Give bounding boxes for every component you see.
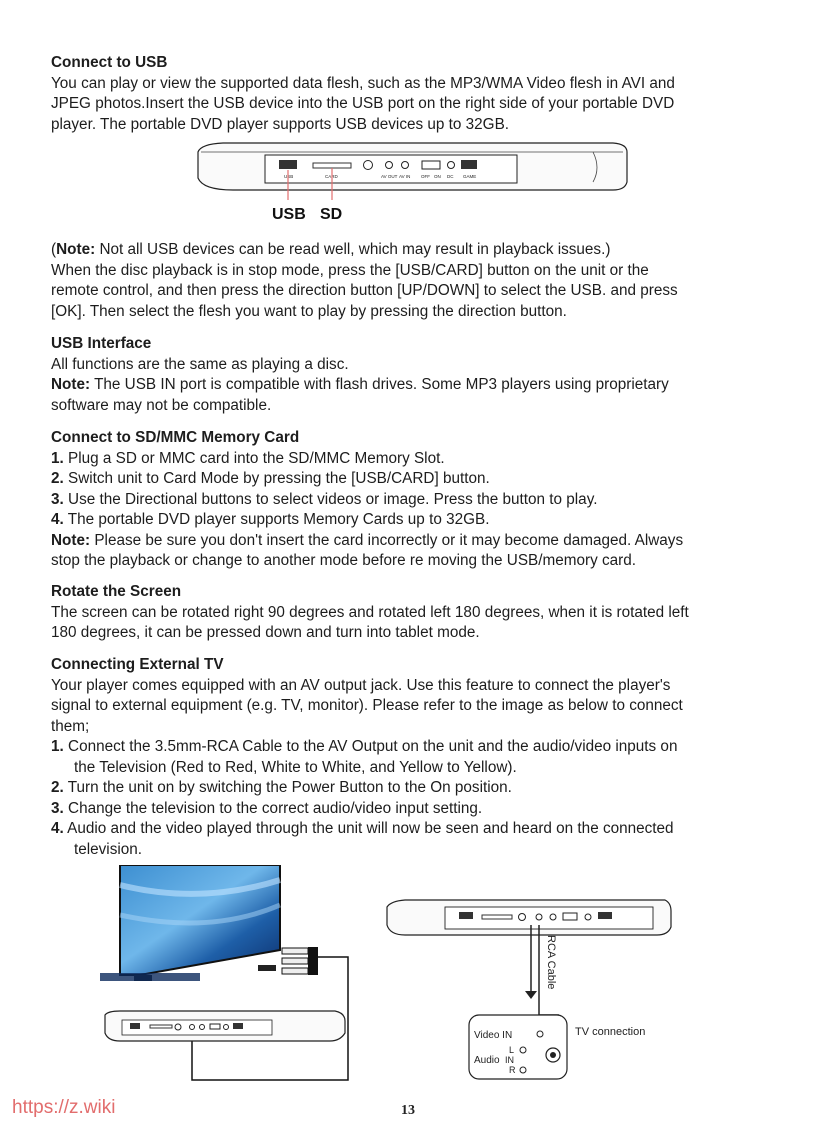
tv-item-3: 3. Change the television to the correct audio/video input setting. (51, 799, 483, 817)
audio-label: Audio (474, 1055, 500, 1066)
rca-plugs (282, 947, 318, 975)
sd-note-label: Note: (51, 531, 91, 549)
tv-line-3: them; (51, 717, 90, 735)
note-line-1: Not all USB devices can be read well, which may result in playback issues.) (95, 241, 611, 258)
usb-port-figure (193, 138, 633, 200)
rotate-section (51, 582, 781, 644)
note-line-2: When the disc playback is in stop mode, press the [USB/CARD] button on the unit or the (51, 261, 649, 279)
tv-item-1-cont: the Television (Red to Red, White to White, and Yellow to Yellow). (74, 758, 517, 776)
port-label-game: GAME (463, 174, 477, 179)
l-label: L (509, 1045, 515, 1055)
tv-item-1: 1. Connect the 3.5mm-RCA Cable to the AV Output on the unit and the audio/video inputs on (51, 738, 678, 755)
rotate-heading: Rotate the Screen (51, 583, 182, 600)
usb-section (51, 53, 781, 135)
usb-line-3: player. The portable DVD player supports USB devices up to 32GB. (51, 115, 510, 133)
tv-stand-right (258, 965, 276, 971)
sd-note: Please be sure you don't insert the card incorrectly or it may become damaged. Always (90, 531, 684, 549)
tv-heading: Connecting External TV (51, 656, 224, 673)
sd-item-1: 1. Plug a SD or MMC card into the SD/MMC Memory Slot. (51, 449, 445, 467)
port-label-off: OFF (421, 174, 430, 179)
usb-interface-line-1: All functions are the same as playing a disc. (51, 355, 349, 373)
sd-item-3: 3. Use the Directional buttons to select videos or image. Press the button to play. (51, 490, 598, 508)
tv-item-4: 4. Audio and the video played through the unit will now be seen and heard on the connected (51, 820, 674, 837)
tv-line-1: Your player comes equipped with an AV output jack. Use this feature to connect the player's (51, 676, 671, 694)
tv-item-2: 2. Turn the unit on by switching the Power Button to the On position. (51, 779, 512, 796)
r-label: R (509, 1065, 516, 1075)
tv-section (51, 655, 781, 860)
rca-figure (385, 895, 675, 1085)
footer-link[interactable]: https://z.wiki (12, 1097, 116, 1118)
usb-heading: Connect to USB (51, 54, 168, 71)
port-label-dc: DC (447, 174, 454, 179)
port-label-card: CARD (325, 174, 338, 179)
note-line-4: [OK]. Then select the flesh you want to play by pressing the direction button. (51, 302, 567, 320)
sd-item-4: 4. The portable DVD player supports Memory Cards up to 32GB. (51, 511, 490, 528)
rotate-line-2: 180 degrees, it can be pressed down and turn into tablet mode. (51, 624, 480, 641)
tv-line-2: signal to external equipment (e.g. TV, monitor). Please refer to the image as below to connect (51, 697, 683, 714)
usb-interface-note-label: Note: (51, 376, 91, 393)
port-label-usb: USB (284, 174, 294, 179)
port-label-av-in: AV IN (399, 174, 411, 179)
port-label-on: ON (434, 174, 441, 179)
usb-figure-label: USB (272, 206, 306, 223)
note-open-paren: ( (51, 241, 57, 258)
note-line-3: remote control, and then press the direction button [UP/DOWN] to select the USB. and press (51, 282, 678, 299)
sd-section (51, 428, 781, 572)
tv-figure (100, 865, 360, 1085)
sd-note-2: stop the playback or change to another mode before re moving the USB/memory card. (51, 552, 636, 569)
sd-figure-label: SD (320, 206, 343, 223)
tv-connection-label: TV connection (575, 1026, 646, 1038)
sd-item-2: 2. Switch unit to Card Mode by pressing the [USB/CARD] button. (51, 470, 490, 487)
in-label: IN (505, 1055, 514, 1065)
usb-interface-heading: USB Interface (51, 335, 152, 352)
rca-cable-label: RCA Cable (545, 935, 557, 990)
rotate-line-1: The screen can be rotated right 90 degrees and rotated left 180 degrees, when it is rotated left (51, 603, 689, 621)
tv-item-4-cont: television. (74, 840, 143, 858)
usb-interface-note-2: software may not be compatible. (51, 396, 272, 414)
usb-interface-section (51, 334, 781, 416)
usb-line-2: JPEG photos.Insert the USB device into the USB port on the right side of your portable DVD (51, 95, 675, 112)
port-label-av-out: AV OUT (381, 174, 398, 179)
video-in-label: Video IN (474, 1030, 513, 1041)
usb-line-1: You can play or view the supported data flesh, such as the MP3/WMA Video flesh in AVI and (51, 74, 675, 92)
sd-heading: Connect to SD/MMC Memory Card (51, 429, 300, 446)
usb-note (51, 240, 781, 322)
page-number: 13 (401, 1103, 415, 1118)
usb-interface-note: The USB IN port is compatible with flash drives. Some MP3 players using proprietary (90, 376, 669, 393)
tv-input-panel (469, 1015, 567, 1079)
note-label: Note: (56, 241, 96, 258)
